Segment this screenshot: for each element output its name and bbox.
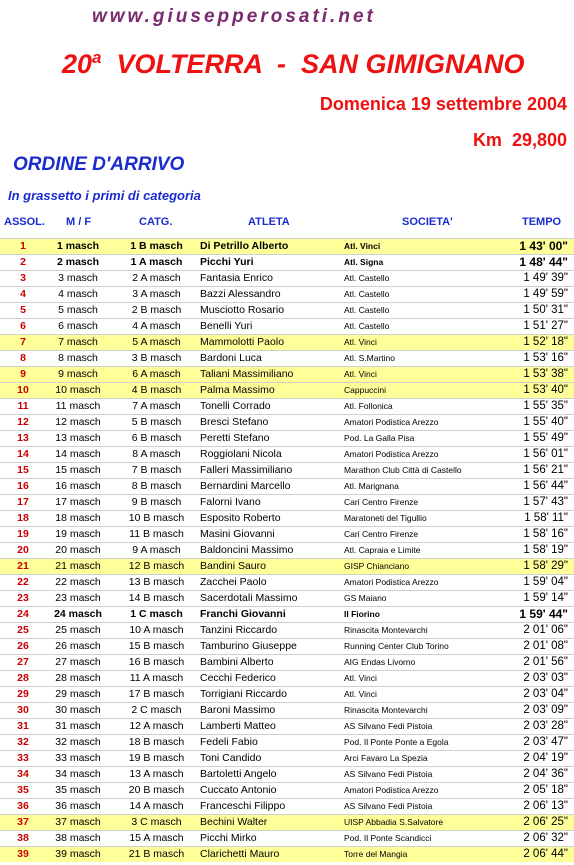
cell-athlete: Taliani Massimiliano [200,368,294,380]
cell-gender-rank: 31 masch [55,720,101,732]
cell-club: Cari Centro Firenze [344,497,419,507]
cell-club: Pod. Il Ponte Scandicci [344,833,432,843]
cell-gender-rank: 12 masch [55,416,101,428]
cell-position: 2 [20,256,26,268]
table-row [0,526,574,542]
col-header-cat: CATG. [139,216,173,228]
cell-club: Rinascita Montevarchi [344,625,428,635]
cell-club: Pod. La Galla Pisa [344,433,415,443]
cell-club: Atl. Castello [344,289,390,299]
cell-category-rank: 3 A masch [132,288,181,300]
cell-time: 1 53' 40" [523,384,568,396]
cell-time: 1 55' 49" [523,432,568,444]
cell-gender-rank: 33 masch [55,752,101,764]
cell-club: Pod. Il Ponte Ponte a Egola [344,737,449,747]
cell-gender-rank: 26 masch [55,640,101,652]
cell-athlete: Picchi Mirko [200,832,257,844]
cell-athlete: Roggiolani Nicola [200,448,282,460]
race-date: Domenica 19 settembre 2004 [319,94,567,114]
table-row [0,846,574,862]
bold-note: In grassetto i primi di categoria [8,188,201,203]
cell-gender-rank: 22 masch [55,576,101,588]
table-row [0,542,574,558]
table-row [0,318,574,334]
cell-athlete: Baldoncini Massimo [200,544,294,556]
cell-club: GS Maiano [344,593,387,603]
cell-category-rank: 8 B masch [131,480,182,492]
cell-position: 12 [17,416,29,428]
table-row [0,462,574,478]
cell-position: 24 [17,608,29,620]
table-row [0,478,574,494]
cell-category-rank: 4 A masch [132,320,181,332]
cell-club: Il Fiorino [344,609,380,619]
cell-time: 1 48' 44" [519,255,568,269]
cell-athlete: Bardoni Luca [200,352,262,364]
cell-gender-rank: 11 masch [55,400,101,412]
cell-position: 28 [17,672,29,684]
table-row [0,686,574,702]
cell-athlete: Franceschi Filippo [200,800,286,812]
cell-time: 1 43' 00" [519,239,568,253]
cell-athlete: Baroni Massimo [200,704,276,716]
cell-category-rank: 1 C masch [130,608,183,620]
col-header-atleta: ATLETA [248,216,290,228]
cell-position: 32 [17,736,29,748]
cell-category-rank: 2 B masch [131,304,182,316]
cell-category-rank: 2 A masch [132,272,181,284]
cell-category-rank: 19 B masch [128,752,185,764]
cell-athlete: Torrigiani Riccardo [200,688,287,700]
cell-club: Atl. Vinci [344,337,377,347]
col-header-societa: SOCIETA' [402,216,453,228]
cell-club: Amatori Podistica Arezzo [344,449,439,459]
table-row [0,414,574,430]
cell-gender-rank: 25 masch [55,624,101,636]
cell-gender-rank: 36 masch [55,800,101,812]
cell-time: 2 06' 13" [523,800,568,812]
table-row [0,654,574,670]
race-edition: 20 [62,49,93,79]
cell-category-rank: 6 B masch [131,432,182,444]
cell-category-rank: 3 B masch [131,352,182,364]
cell-athlete: Di Petrillo Alberto [200,240,289,252]
table-row [0,254,574,270]
cell-athlete: Tamburino Giuseppe [200,640,297,652]
cell-category-rank: 4 B masch [131,384,182,396]
cell-athlete: Falleri Massimiliano [200,464,293,476]
cell-gender-rank: 6 masch [58,320,98,332]
table-row [0,286,574,302]
cell-time: 1 57' 43" [523,496,568,508]
cell-athlete: Bechini Walter [200,816,268,828]
cell-position: 14 [17,448,29,460]
cell-position: 35 [17,784,29,796]
cell-time: 2 06' 25" [523,816,568,828]
cell-position: 29 [17,688,29,700]
cell-category-rank: 1 A masch [130,256,183,268]
cell-athlete: Fantasia Enrico [200,272,273,284]
cell-time: 2 03' 04" [523,688,568,700]
table-row [0,622,574,638]
cell-time: 2 06' 32" [523,832,568,844]
cell-club: Atl. Vinci [344,369,377,379]
cell-athlete: Bazzi Alessandro [200,288,281,300]
cell-category-rank: 15 B masch [128,640,185,652]
cell-time: 1 56' 01" [523,448,568,460]
cell-time: 1 55' 35" [523,400,568,412]
cell-athlete: Zacchei Paolo [200,576,267,588]
cell-athlete: Mammolotti Paolo [200,336,285,348]
cell-position: 26 [17,640,29,652]
cell-gender-rank: 19 masch [55,528,101,540]
cell-athlete: Fedeli Fabio [200,736,258,748]
cell-category-rank: 18 B masch [128,736,185,748]
cell-time: 1 58' 11" [524,512,568,524]
cell-position: 36 [17,800,29,812]
table-row [0,814,574,830]
cell-athlete: Cecchi Federico [200,672,276,684]
race-title [62,48,525,80]
cell-time: 2 03' 47" [523,736,568,748]
site-url[interactable]: www.giusepperosati.net [92,6,376,27]
cell-category-rank: 1 B masch [130,240,183,252]
cell-category-rank: 11 B masch [129,528,184,540]
cell-athlete: Musciotto Rosario [200,304,285,316]
cell-position: 33 [17,752,29,764]
cell-time: 2 01' 08" [523,640,568,652]
cell-club: Atl. Follonica [344,401,393,411]
cell-position: 31 [17,720,29,732]
cell-gender-rank: 34 masch [55,768,101,780]
cell-time: 1 58' 29" [523,560,568,572]
cell-position: 6 [20,320,26,332]
cell-gender-rank: 3 masch [58,272,98,284]
cell-club: Maratoneti del Tigullio [344,513,427,523]
cell-gender-rank: 2 masch [56,256,100,268]
cell-position: 10 [17,384,29,396]
cell-club: Atl. Marignana [344,481,399,491]
cell-time: 1 51' 27" [523,320,568,332]
cell-category-rank: 14 B masch [128,592,185,604]
cell-gender-rank: 39 masch [55,848,101,860]
cell-gender-rank: 35 masch [55,784,101,796]
cell-position: 1 [20,240,26,252]
cell-athlete: Picchi Yuri [200,256,254,268]
table-row [0,574,574,590]
cell-position: 39 [17,848,29,860]
cell-gender-rank: 30 masch [55,704,101,716]
table-row [0,702,574,718]
cell-category-rank: 9 A masch [132,544,181,556]
cell-gender-rank: 4 masch [58,288,98,300]
cell-position: 17 [17,496,29,508]
cell-category-rank: 11 A masch [129,672,184,684]
cell-position: 25 [17,624,29,636]
cell-time: 1 49' 59" [523,288,568,300]
cell-position: 23 [17,592,29,604]
cell-gender-rank: 23 masch [55,592,101,604]
cell-time: 1 56' 21" [523,464,568,476]
cell-time: 2 01' 06" [523,624,568,636]
cell-club: Atl. Vinci [344,673,377,683]
cell-time: 1 59' 44" [519,607,568,621]
cell-position: 3 [20,272,26,284]
cell-position: 11 [17,400,29,412]
cell-club: Amatori Podistica Arezzo [344,417,439,427]
cell-position: 30 [17,704,29,716]
table-row [0,798,574,814]
cell-category-rank: 20 B masch [128,784,185,796]
cell-time: 1 59' 14" [523,592,568,604]
cell-athlete: Bandini Sauro [200,560,266,572]
cell-club: Atl. S.Martino [344,353,396,363]
cell-gender-rank: 32 masch [55,736,101,748]
cell-position: 20 [17,544,29,556]
cell-position: 34 [17,768,29,780]
cell-club: Rinascita Montevarchi [344,705,428,715]
cell-category-rank: 15 A masch [129,832,184,844]
cell-position: 15 [17,464,29,476]
cell-gender-rank: 8 masch [58,352,98,364]
cell-position: 21 [17,560,29,572]
cell-club: AIG Endas Livorno [344,657,416,667]
cell-athlete: Falorni Ivano [200,496,261,508]
cell-gender-rank: 29 masch [55,688,101,700]
cell-category-rank: 3 C masch [131,816,182,828]
cell-club: Atl. Castello [344,321,390,331]
cell-category-rank: 7 A masch [132,400,181,412]
table-row [0,638,574,654]
cell-position: 5 [20,304,26,316]
table-row [0,398,574,414]
cell-position: 7 [20,336,26,348]
col-header-pos: ASSOL. [4,216,45,228]
cell-position: 19 [17,528,29,540]
cell-time: 1 59' 04" [523,576,568,588]
cell-position: 13 [17,432,29,444]
cell-club: UISP Abbadia S.Salvatore [344,817,444,827]
cell-position: 38 [17,832,29,844]
cell-gender-rank: 14 masch [55,448,101,460]
cell-club: AS Silvano Fedi Pistoia [344,721,433,731]
col-header-mf: M / F [66,216,92,228]
cell-club: Torre del Mangia [344,849,408,859]
cell-time: 1 49' 39" [523,272,568,284]
cell-position: 9 [20,368,26,380]
cell-club: Marathon Club Città di Castello [344,465,462,475]
table-row [0,382,574,398]
cell-time: 1 56' 44" [523,480,568,492]
cell-club: GISP Chianciano [344,561,410,571]
cell-club: Amatori Podistica Arezzo [344,577,439,587]
cell-athlete: Sacerdotali Massimo [200,592,298,604]
cell-position: 16 [17,480,29,492]
cell-position: 18 [17,512,29,524]
cell-athlete: Esposito Roberto [200,512,281,524]
cell-time: 2 03' 09" [523,704,568,716]
cell-category-rank: 21 B masch [128,848,185,860]
cell-athlete: Lamberti Matteo [200,720,276,732]
table-row [0,558,574,574]
table-row [0,766,574,782]
cell-club: Atl. Castello [344,305,390,315]
cell-athlete: Clarichetti Mauro [200,848,280,860]
cell-athlete: Bernardini Marcello [200,480,291,492]
cell-club: Atl. Vinci [344,689,377,699]
col-header-tempo: TEMPO [522,216,562,228]
cell-category-rank: 6 A masch [132,368,181,380]
section-heading: ORDINE D'ARRIVO [13,154,185,175]
cell-time: 1 55' 40" [523,416,568,428]
table-row [0,782,574,798]
cell-position: 37 [17,816,29,828]
cell-category-rank: 12 A masch [129,720,184,732]
cell-time: 2 05' 18" [523,784,568,796]
cell-club: Atl. Capraia e Limite [344,545,421,555]
table-row [0,302,574,318]
table-row [0,446,574,462]
cell-time: 1 50' 31" [523,304,568,316]
cell-time: 2 03' 03" [523,672,568,684]
cell-athlete: Toni Candido [200,752,262,764]
cell-position: 4 [20,288,26,300]
cell-club: Atl. Vinci [344,241,381,251]
cell-gender-rank: 38 masch [55,832,101,844]
table-row [0,270,574,286]
cell-time: 2 04' 19" [523,752,568,764]
cell-time: 1 58' 19" [523,544,568,556]
cell-athlete: Benelli Yuri [200,320,253,332]
cell-time: 1 53' 16" [523,352,568,364]
cell-position: 22 [17,576,29,588]
cell-category-rank: 13 B masch [128,576,185,588]
table-row [0,734,574,750]
table-row [0,350,574,366]
cell-category-rank: 5 A masch [132,336,181,348]
cell-gender-rank: 37 masch [55,816,101,828]
cell-category-rank: 14 A masch [129,800,184,812]
cell-athlete: Peretti Stefano [200,432,270,444]
cell-category-rank: 7 B masch [131,464,182,476]
cell-gender-rank: 24 masch [54,608,102,620]
table-row [0,238,574,254]
race-name: VOLTERRA - SAN GIMIGNANO [101,49,525,79]
cell-position: 27 [17,656,29,668]
cell-gender-rank: 27 masch [55,656,101,668]
table-row [0,590,574,606]
cell-athlete: Cuccato Antonio [200,784,277,796]
cell-category-rank: 16 B masch [128,656,185,668]
cell-time: 2 03' 28" [523,720,568,732]
cell-time: 1 58' 16" [523,528,568,540]
cell-category-rank: 9 B masch [131,496,182,508]
cell-athlete: Palma Massimo [200,384,275,396]
cell-athlete: Bambini Alberto [200,656,274,668]
cell-gender-rank: 13 masch [55,432,101,444]
cell-category-rank: 10 A masch [129,624,184,636]
cell-gender-rank: 17 masch [55,496,101,508]
cell-position: 8 [20,352,26,364]
race-edition-suffix: a [92,48,102,67]
cell-gender-rank: 5 masch [58,304,98,316]
table-row [0,606,574,622]
cell-club: AS Silvano Fedi Pistoia [344,769,433,779]
cell-athlete: Masini Giovanni [200,528,275,540]
cell-club: Cappuccini [344,385,387,395]
cell-athlete: Bartoletti Angelo [200,768,277,780]
cell-athlete: Franchi Giovanni [200,608,286,620]
cell-gender-rank: 9 masch [58,368,98,380]
cell-club: Arci Favaro La Spezia [344,753,428,763]
cell-gender-rank: 28 masch [55,672,101,684]
cell-time: 1 53' 38" [523,368,568,380]
race-distance: Km 29,800 [472,130,567,150]
cell-gender-rank: 10 masch [55,384,101,396]
cell-category-rank: 17 B masch [128,688,185,700]
table-row [0,830,574,846]
cell-gender-rank: 7 masch [58,336,98,348]
table-row [0,718,574,734]
cell-category-rank: 10 B masch [128,512,185,524]
cell-gender-rank: 15 masch [55,464,101,476]
cell-club: Running Center Club Torino [344,641,449,651]
cell-category-rank: 2 C masch [131,704,182,716]
cell-athlete: Bresci Stefano [200,416,269,428]
cell-time: 1 52' 18" [523,336,568,348]
table-row [0,334,574,350]
cell-time: 2 01' 56" [523,656,568,668]
cell-category-rank: 13 A masch [129,768,184,780]
cell-category-rank: 8 A masch [132,448,181,460]
cell-club: AS Silvano Fedi Pistoia [344,801,433,811]
cell-gender-rank: 18 masch [55,512,101,524]
cell-athlete: Tonelli Corrado [200,400,271,412]
cell-club: Amatori Podistica Arezzo [344,785,439,795]
cell-time: 2 04' 36" [523,768,568,780]
cell-category-rank: 12 B masch [128,560,185,572]
table-row [0,670,574,686]
cell-club: Atl. Castello [344,273,390,283]
cell-category-rank: 5 B masch [131,416,182,428]
cell-club: Atl. Signa [344,257,384,267]
table-row [0,510,574,526]
cell-gender-rank: 20 masch [55,544,101,556]
table-row [0,430,574,446]
table-row [0,750,574,766]
cell-gender-rank: 21 masch [55,560,101,572]
cell-athlete: Tanzini Riccardo [200,624,278,636]
cell-club: Cari Centro Firenze [344,529,419,539]
cell-gender-rank: 1 masch [56,240,100,252]
table-row [0,494,574,510]
cell-time: 2 06' 44" [523,848,568,860]
results-table [0,238,574,862]
cell-gender-rank: 16 masch [55,480,101,492]
table-row [0,366,574,382]
